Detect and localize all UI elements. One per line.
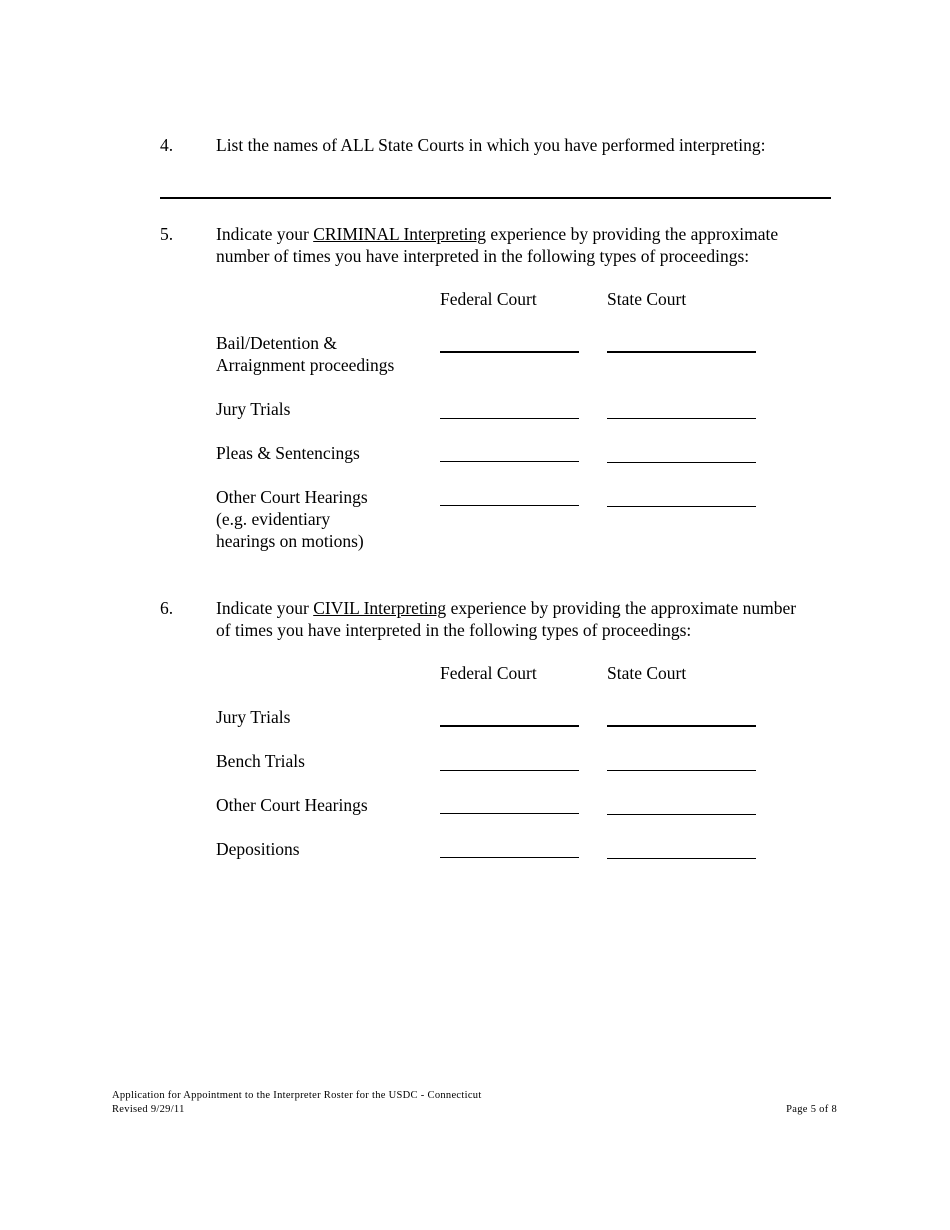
col-header-state-court: State Court xyxy=(607,663,687,683)
question-suffix: experience by providing the approximate xyxy=(486,224,779,244)
question-prefix: Indicate your xyxy=(216,598,314,618)
footer-revised: Revised 9/29/11 xyxy=(112,1104,185,1115)
civil-row-bench-trials-label: Bench Trials xyxy=(216,751,305,771)
civil-other-state-field[interactable] xyxy=(607,814,756,815)
state-courts-answer-line[interactable] xyxy=(160,197,831,199)
civil-bench-federal-field[interactable] xyxy=(440,770,579,771)
label-line: Other Court Hearings xyxy=(216,487,368,507)
footer-left xyxy=(112,1089,482,1117)
criminal-row-bail-detention-label xyxy=(216,332,394,376)
criminal-pleas-federal-field[interactable] xyxy=(440,461,579,462)
question-line-2: number of times you have interpreted in the following types of proceedings: xyxy=(216,246,750,266)
label-line: Jury Trials xyxy=(216,399,291,419)
footer-title: Application for Appointment to the Interpreter Roster for the USDC - Connecticut xyxy=(112,1090,482,1101)
question-text: List the names of ALL State Courts in which you have performed interpreting: xyxy=(216,135,766,155)
question-number: 4. xyxy=(160,135,174,155)
criminal-bail-state-field[interactable] xyxy=(607,351,756,353)
civil-depositions-federal-field[interactable] xyxy=(440,857,579,858)
civil-interpreting-emphasis: CIVIL Interpreting xyxy=(313,598,447,618)
criminal-interpreting-emphasis: CRIMINAL Interpreting xyxy=(313,224,487,244)
criminal-pleas-state-field[interactable] xyxy=(607,462,756,463)
col-header-federal-court: Federal Court xyxy=(440,289,537,309)
question-suffix: experience by providing the approximate number xyxy=(446,598,797,618)
question-prefix: Indicate your xyxy=(216,224,314,244)
label-line: (e.g. evidentiary xyxy=(216,509,331,529)
label-line: Pleas & Sentencings xyxy=(216,443,360,463)
label-line: Bail/Detention & xyxy=(216,333,338,353)
civil-row-depositions-label: Depositions xyxy=(216,839,300,859)
civil-row-jury-trials-label: Jury Trials xyxy=(216,707,291,727)
civil-jury-federal-field[interactable] xyxy=(440,725,579,727)
criminal-jury-state-field[interactable] xyxy=(607,418,756,419)
col-header-state-court: State Court xyxy=(607,289,687,309)
question-text xyxy=(216,597,838,641)
label-line: Arraignment proceedings xyxy=(216,355,395,375)
question-line-2: of times you have interpreted in the following types of proceedings: xyxy=(216,620,692,640)
civil-other-federal-field[interactable] xyxy=(440,813,579,814)
civil-jury-state-field[interactable] xyxy=(607,725,756,727)
criminal-other-state-field[interactable] xyxy=(607,506,756,507)
question-number: 6. xyxy=(160,598,174,618)
civil-depositions-state-field[interactable] xyxy=(607,858,756,859)
criminal-row-pleas-label xyxy=(216,442,360,464)
civil-row-other-hearings-label: Other Court Hearings xyxy=(216,795,368,815)
col-header-federal-court: Federal Court xyxy=(440,663,537,683)
question-text xyxy=(216,223,838,267)
criminal-jury-federal-field[interactable] xyxy=(440,418,579,419)
criminal-other-federal-field[interactable] xyxy=(440,505,579,506)
civil-bench-state-field[interactable] xyxy=(607,770,756,771)
criminal-row-other-hearings-label xyxy=(216,486,368,552)
criminal-row-jury-trials-label xyxy=(216,398,290,420)
question-number: 5. xyxy=(160,224,174,244)
criminal-bail-federal-field[interactable] xyxy=(440,351,579,353)
footer-page-number: Page 5 of 8 xyxy=(786,1104,837,1115)
label-line: hearings on motions) xyxy=(216,531,364,551)
